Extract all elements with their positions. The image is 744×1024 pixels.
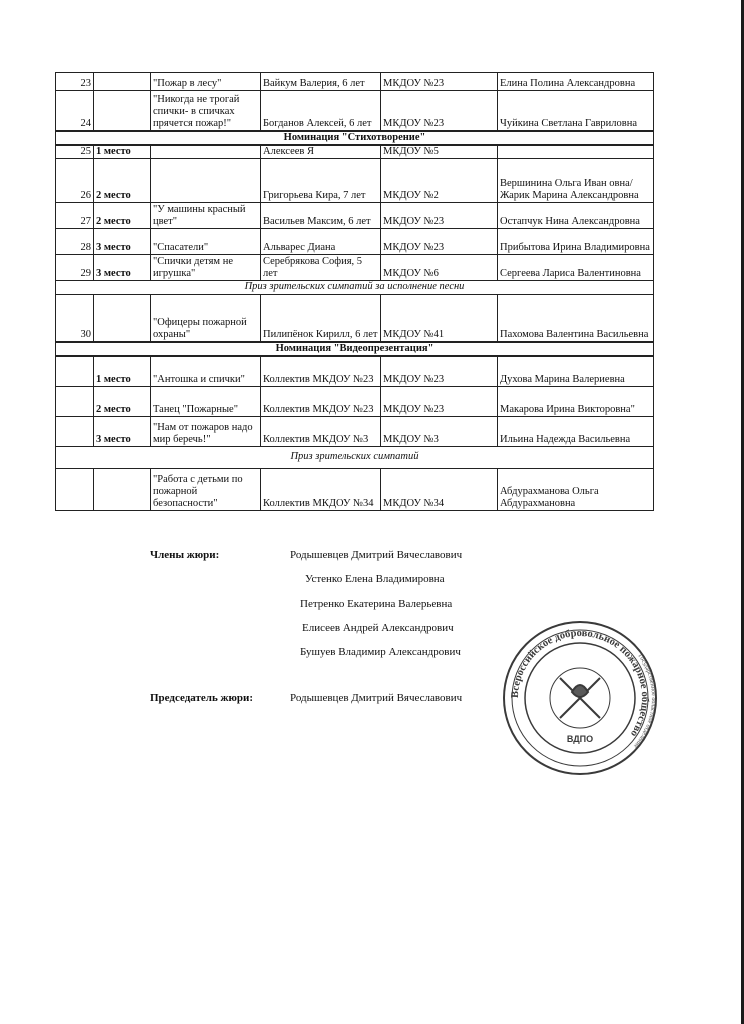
row-number: 28: [56, 228, 94, 254]
work-title: "Работа с детьми по пожарной безопасности": [151, 468, 261, 510]
work-title: Танец "Пожарные": [151, 386, 261, 416]
author-cell: Пилипёнок Кирилл, 6 лет: [261, 294, 381, 342]
teacher-cell: Макарова Ирина Викторовна": [498, 386, 654, 416]
author-cell: Коллектив МКДОУ №34: [261, 468, 381, 510]
work-title: "Спасатели": [151, 228, 261, 254]
teacher-cell: Сергеева Лариса Валентиновна: [498, 254, 654, 280]
author-cell: Алексеев Я: [261, 145, 381, 159]
author-cell: Коллектив МКДОУ №23: [261, 356, 381, 386]
organization-cell: МКДОУ №23: [381, 91, 498, 131]
work-title: "Спички детям не игрушка": [151, 254, 261, 280]
jury-member: Устенко Елена Владимировна: [305, 573, 445, 585]
organization-cell: МКДОУ №23: [381, 228, 498, 254]
organization-seal: [500, 618, 660, 778]
jury-member: Елисеев Андрей Александрович: [302, 622, 454, 634]
section-title: Номинация "Видеопрезентация": [56, 342, 654, 356]
work-title: "У машины красный цвет": [151, 202, 261, 228]
organization-cell: МКДОУ №34: [381, 468, 498, 510]
teacher-cell: Вершинина Ольга Иван овна/Жарик Марина Александровна: [498, 158, 654, 202]
jury-chairman-label: Председатель жюри:: [150, 692, 254, 704]
author-cell: Вайкум Валерия, 6 лет: [261, 73, 381, 91]
row-number: 23: [56, 73, 94, 91]
organization-cell: МКДОУ №41: [381, 294, 498, 342]
author-cell: Васильев Максим, 6 лет: [261, 202, 381, 228]
jury-members-label: Члены жюри:: [150, 549, 220, 561]
jury-member: Петренко Екатерина Валерьевна: [300, 598, 453, 610]
subsection-title: Приз зрительских симпатий: [56, 446, 654, 468]
jury-member: Родышевцев Дмитрий Вячеславович: [290, 549, 463, 561]
row-number: 25: [56, 145, 94, 159]
organization-cell: МКДОУ №23: [381, 202, 498, 228]
teacher-cell: Пахомова Валентина Васильевна: [498, 294, 654, 342]
place-cell: 2 место: [94, 158, 151, 202]
place-cell: 3 место: [94, 416, 151, 446]
work-title: "Антошка и спички": [151, 356, 261, 386]
place-cell: 3 место: [94, 254, 151, 280]
row-number: 27: [56, 202, 94, 228]
teacher-cell: Чуйкина Светлана Гавриловна: [498, 91, 654, 131]
seal-center-text: ВДПО: [566, 734, 594, 744]
row-number: 29: [56, 254, 94, 280]
author-cell: Богданов Алексей, 6 лет: [261, 91, 381, 131]
seal-emblem: [560, 678, 600, 718]
author-cell: Коллектив МКДОУ №3: [261, 416, 381, 446]
subsection-title: Приз зрительских симпатий за исполнение песни: [56, 280, 654, 294]
author-cell: Альварес Диана: [261, 228, 381, 254]
organization-cell: МКДОУ №6: [381, 254, 498, 280]
jury-chairman: Родышевцев Дмитрий Вячеславович: [290, 692, 463, 704]
author-cell: Коллектив МКДОУ №23: [261, 386, 381, 416]
author-cell: Григорьева Кира, 7 лет: [261, 158, 381, 202]
row-number: 24: [56, 91, 94, 131]
place-cell: 2 место: [94, 386, 151, 416]
organization-cell: МКДОУ №23: [381, 386, 498, 416]
work-title: "Нам от пожаров надо мир беречь!": [151, 416, 261, 446]
organization-cell: МКДОУ №23: [381, 356, 498, 386]
work-title: "Никогда не трогай спички- в спичках прячется пожар!": [151, 91, 261, 131]
seal-outer-text: Всероссийское добровольное пожарное общество: [509, 627, 651, 739]
jury-member: Бушуев Владимир Александрович: [300, 646, 461, 658]
teacher-cell: Духова Марина Валериевна: [498, 356, 654, 386]
seal-inner-text: Государственное областное отделение: [632, 653, 657, 749]
teacher-cell: Абдурахманова Ольга Абдурахмановна: [498, 468, 654, 510]
row-number: 30: [56, 294, 94, 342]
work-title: "Офицеры пожарной охраны": [151, 294, 261, 342]
organization-cell: МКДОУ №2: [381, 158, 498, 202]
place-cell: 1 место: [94, 356, 151, 386]
organization-cell: МКДОУ №5: [381, 145, 498, 159]
section-title: Номинация "Стихотворение": [56, 131, 654, 145]
place-cell: 2 место: [94, 202, 151, 228]
place-cell: 3 место: [94, 228, 151, 254]
organization-cell: МКДОУ №3: [381, 416, 498, 446]
place-cell: 1 место: [94, 145, 151, 159]
organization-cell: МКДОУ №23: [381, 73, 498, 91]
teacher-cell: Ильина Надежда Васильевна: [498, 416, 654, 446]
teacher-cell: Елина Полина Александровна: [498, 73, 654, 91]
teacher-cell: Прибытова Ирина Владимировна: [498, 228, 654, 254]
author-cell: Серебрякова София, 5 лет: [261, 254, 381, 280]
work-title: "Пожар в лесу": [151, 73, 261, 91]
row-number: 26: [56, 158, 94, 202]
teacher-cell: Остапчук Нина Александровна: [498, 202, 654, 228]
